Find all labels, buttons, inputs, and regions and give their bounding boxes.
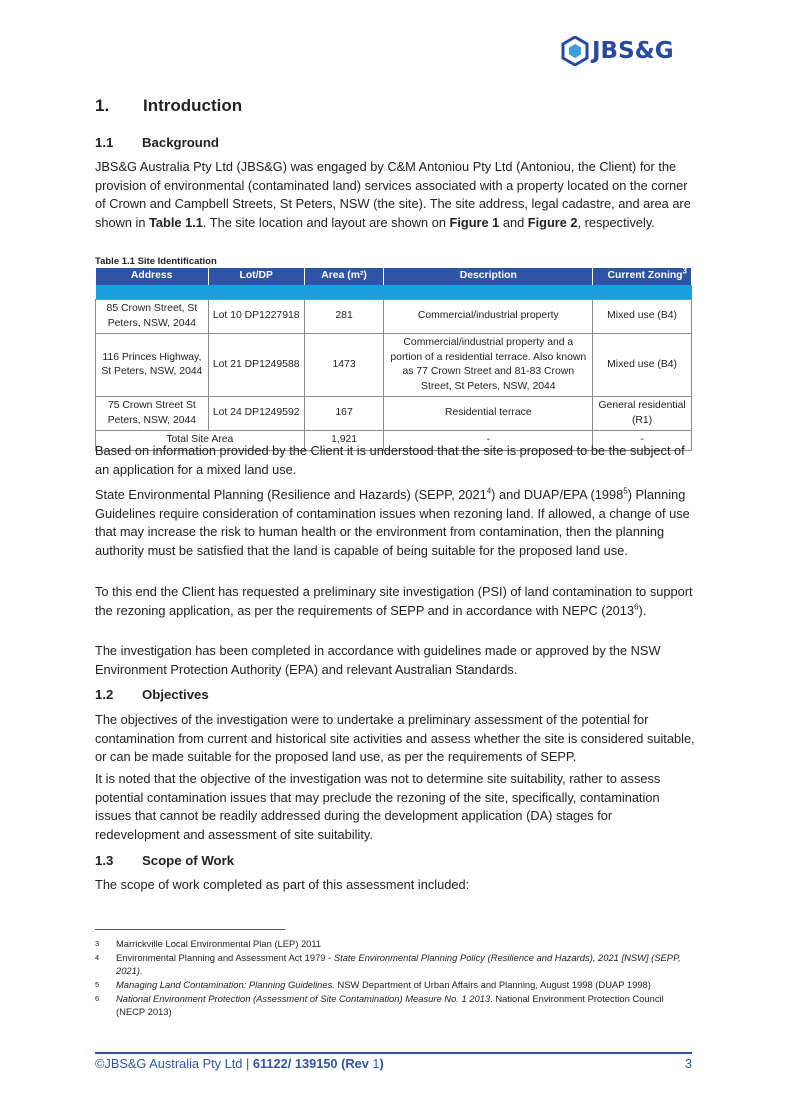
col-header-description: Description xyxy=(384,268,593,285)
cell-address: 75 Crown Street St Peters, NSW, 2044 xyxy=(96,397,209,431)
cell-description: Commercial/industrial property and a portion of a residential terrace. Also known as 77 Crown Street and 81-83 Crown Street, St Peters, NSW, 2044 xyxy=(384,334,593,397)
table-row xyxy=(96,300,692,334)
section-title: Objectives xyxy=(142,687,209,702)
table-caption: Table 1.1 Site Identification xyxy=(95,256,217,267)
footnote-5: 5 Managing Land Contamination: Planning Guidelines. NSW Department of Urban Affairs and Planning, August 1998 (DUAP 1998) xyxy=(95,979,651,990)
section-title: Introduction xyxy=(143,96,243,115)
section-1-2-heading xyxy=(95,687,209,702)
table-header-row xyxy=(96,268,692,285)
table-band xyxy=(96,285,692,300)
section-number: 1.2 xyxy=(95,687,114,702)
col-header-zoning: Current Zoning$^3$ xyxy=(593,268,692,285)
section-1-heading xyxy=(95,96,242,116)
page-footer xyxy=(95,1056,692,1071)
cell-address: 85 Crown Street, St Peters, NSW, 2044 xyxy=(96,300,209,334)
cell-zoning: General residential (R1) xyxy=(593,397,692,431)
background-paragraph-5: The investigation has been completed in accordance with guidelines made or approved by the NSW Environment Protection Authority (EPA) and relevant Australian Standards. xyxy=(95,643,661,677)
background-paragraph-4: To this end the Client has requested a preliminary site investigation (PSI) of land contamination to support the rezoning application, as per the requirements of SEPP and in accordance with NEPC (2013$^6$). xyxy=(95,584,693,618)
footnote-4: 4 Environmental Planning and Assessment Act 1979 - State Environmental Planning Policy (Resilience and Hazards), 2021 [NSW] (SEPP, 2021). xyxy=(95,952,681,976)
table-row xyxy=(96,334,692,397)
cell-description: Residential terrace xyxy=(384,397,593,431)
site-identification-table xyxy=(95,268,692,451)
background-paragraph-1: JBS&G Australia Pty Ltd (JBS&G) was engaged by C&M Antoniou Pty Ltd (Antoniou, the Client) for the provision of environmental (contaminated land) services associated with a property located on the corner of Crown and Campbell Streets, St Peters, NSW (the site). The site address, legal cadastre, and area are shown in Table 1.1. The site location and layout are shown on Figure 1 and Figure 2, respectively. xyxy=(95,159,691,230)
cell-total-zoning: - xyxy=(593,431,692,451)
cell-area: 1473 xyxy=(304,334,384,397)
col-header-lotdp: Lot/DP xyxy=(208,268,304,285)
col-header-area: Area (m²) xyxy=(304,268,384,285)
footer-document-ref: ©JBS&G Australia Pty Ltd | 61122/ 139150 (Rev 1) xyxy=(95,1056,384,1071)
logo-text: JBS&G xyxy=(592,38,674,64)
footnote-6: 6 National Environment Protection (Assessment of Site Contamination) Measure No. 1 2013. National Environment Protection Council (NECP 2013) xyxy=(95,993,664,1017)
section-number: 1. xyxy=(95,96,110,115)
cell-zoning: Mixed use (B4) xyxy=(593,300,692,334)
background-paragraph-3: State Environmental Planning (Resilience and Hazards) (SEPP, 2021$^4$) and DUAP/EPA (1998$^5$) Planning Guidelines require consideration of contamination issues when rezoning land. If allowed, a change of use that may increase the risk to human health or the environment from contamination, then the planning authority must be satisfied that the land is capable of being suitable for the proposed land use. xyxy=(95,486,690,558)
section-number: 1.1 xyxy=(95,135,114,150)
cell-total-label: Total Site Area xyxy=(96,431,305,451)
table-1-1-link: Table 1.1 xyxy=(149,214,203,230)
objectives-paragraph-1: The objectives of the investigation were to undertake a preliminary assessment of the potential for contamination from current and historical site activities and assess whether the site is considered suitable, or can be made suitable for the proposed land use, as per the requirements of SEPP. xyxy=(95,712,695,765)
figure-2-link: Figure 2 xyxy=(527,214,578,230)
background-paragraph-2: Based on information provided by the Client it is understood that the site is proposed to be the subject of an application for a mixed land use. xyxy=(95,443,685,477)
jbsg-logo-mark-icon xyxy=(560,36,590,66)
section-1-1-heading xyxy=(95,135,219,150)
footer-divider xyxy=(95,1052,692,1054)
cell-total-area: 1,921 xyxy=(304,431,384,451)
cell-total-description: - xyxy=(384,431,593,451)
section-number: 1.3 xyxy=(95,853,114,868)
cell-address: 116 Princes Highway, St Peters, NSW, 2044 xyxy=(96,334,209,397)
col-header-address: Address xyxy=(96,268,209,285)
section-title: Background xyxy=(142,135,219,150)
scope-paragraph-1: The scope of work completed as part of this assessment included: xyxy=(95,877,470,892)
cell-lotdp: Lot 24 DP1249592 xyxy=(208,397,304,431)
section-1-3-heading xyxy=(95,853,234,868)
cell-lotdp: Lot 21 DP1249588 xyxy=(208,334,304,397)
jbsg-logo xyxy=(560,36,674,66)
cell-description: Commercial/industrial property xyxy=(384,300,593,334)
table-row xyxy=(96,397,692,431)
cell-lotdp: Lot 10 DP1227918 xyxy=(208,300,304,334)
cell-zoning: Mixed use (B4) xyxy=(593,334,692,397)
cell-area: 281 xyxy=(304,300,384,334)
footnote-3: 3 Marrickville Local Environmental Plan (LEP) 2011 xyxy=(95,938,322,949)
objectives-paragraph-2: It is noted that the objective of the investigation was not to determine site suitability, rather to assess potential contamination issues that may preclude the rezoning of the site, specifically, contamination issues that cannot be readily addressed during the development application (DA) stages for redevelopment and assessment of site suitability. xyxy=(95,771,661,842)
page-number: 3 xyxy=(684,1056,692,1071)
section-title: Scope of Work xyxy=(142,853,235,868)
figure-1-link: Figure 1 xyxy=(449,214,500,230)
cell-area: 167 xyxy=(304,397,384,431)
footnote-divider xyxy=(95,929,285,930)
